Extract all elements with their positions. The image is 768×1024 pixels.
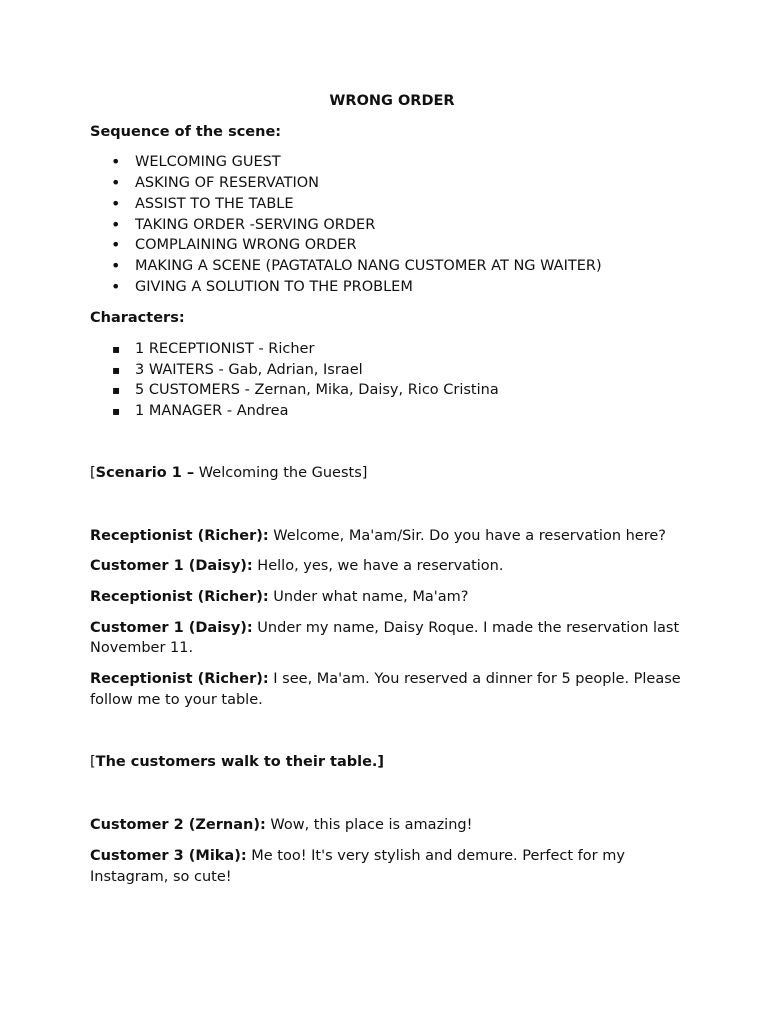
dialogue-line xyxy=(90,815,690,836)
characters-heading: Characters: xyxy=(90,310,185,327)
sequence-heading: Sequence of the scene: xyxy=(90,123,282,140)
speaker: Customer 3 (Mika): xyxy=(90,847,247,864)
dialogue-line xyxy=(90,846,690,887)
document-body xyxy=(90,91,690,897)
list-item: • TAKING ORDER -SERVING ORDER xyxy=(90,215,690,236)
line-text: Under what name, Ma'am? xyxy=(268,588,469,605)
line-text: Me too! It's very stylish and demure. Perfect for my Instagram, so cute! xyxy=(90,847,625,885)
speaker: Receptionist (Richer): xyxy=(90,588,269,605)
bracket: [ xyxy=(90,464,96,481)
line-text: I see, Ma'am. You reserved a dinner for 5 people. Please follow me to your table. xyxy=(90,671,681,708)
stage-direction-text: The customers walk to their table.] xyxy=(95,754,385,771)
sequence-list xyxy=(90,152,690,297)
stage-direction xyxy=(90,752,690,773)
speaker: Customer 1 (Daisy): xyxy=(90,619,253,636)
speaker: Receptionist (Richer): xyxy=(90,527,269,544)
line-text: Welcome, Ma'am/Sir. Do you have a reservation here? xyxy=(268,527,666,544)
speaker: Customer 1 (Daisy): xyxy=(90,558,253,575)
dialogue-line xyxy=(90,526,690,547)
characters-list xyxy=(90,339,690,422)
list-item: ▪ 1 RECEPTIONIST - Richer xyxy=(90,339,690,360)
line-text: Hello, yes, we have a reservation. xyxy=(252,558,504,575)
line-text: Wow, this place is amazing! xyxy=(265,817,473,834)
list-item: • COMPLAINING WRONG ORDER xyxy=(90,235,690,256)
list-item: ▪ 5 CUSTOMERS - Zernan, Mika, Daisy, Rico Cristina xyxy=(90,380,690,401)
line-text: Under my name, Daisy Roque. I made the reservation last November 11. xyxy=(90,619,680,657)
dialogue-line xyxy=(90,556,690,577)
document-title: WRONG ORDER xyxy=(329,93,455,109)
dialogue-line xyxy=(90,587,690,608)
scenario-heading xyxy=(90,463,690,484)
dialogue-line xyxy=(90,669,690,710)
list-item: ▪ 3 WAITERS - Gab, Adrian, Israel xyxy=(90,360,690,381)
list-item: • GIVING A SOLUTION TO THE PROBLEM xyxy=(90,277,690,298)
list-item: • WELCOMING GUEST xyxy=(90,152,690,173)
speaker: Receptionist (Richer): xyxy=(90,671,269,688)
list-item: • ASKING OF RESERVATION xyxy=(90,173,690,194)
bracket: [ xyxy=(90,754,96,771)
speaker: Customer 2 (Zernan): xyxy=(90,817,266,834)
scenario-title: Welcoming the Guests] xyxy=(194,464,368,481)
dialogue-line xyxy=(90,618,690,659)
list-item: • MAKING A SCENE (PAGTATALO NANG CUSTOMER AT NG WAITER) xyxy=(90,256,690,277)
list-item: • ASSIST TO THE TABLE xyxy=(90,194,690,215)
scenario-label: Scenario 1 – xyxy=(95,464,195,481)
list-item: ▪ 1 MANAGER - Andrea xyxy=(90,401,690,422)
